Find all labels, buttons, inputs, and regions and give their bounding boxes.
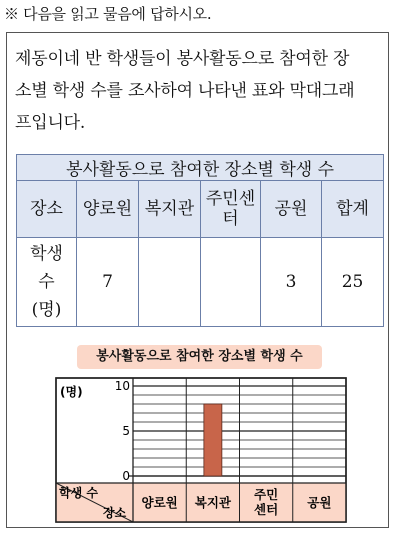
header-cell-welfare-center: 복지관 <box>139 181 201 238</box>
value-cell-nursing-home: 7 <box>77 238 139 327</box>
header-cell-total: 합계 <box>322 181 384 238</box>
category-label: 주민 <box>254 487 279 502</box>
corner-bottom-label: 장소 <box>103 506 127 520</box>
category-label: 양로원 <box>141 495 178 510</box>
value-cell-total: 25 <box>322 238 384 327</box>
chart-title: 봉사활동으로 참여한 장소별 학생 수 <box>77 345 322 369</box>
header-cell-nursing-home: 양로원 <box>77 181 139 238</box>
paragraph-line: 프입니다. <box>15 113 86 133</box>
row-label-line: (명) <box>31 300 62 320</box>
y-unit-label: (명) <box>60 385 83 399</box>
category-label: 센터 <box>254 502 279 517</box>
y-tick-label: 10 <box>114 379 130 393</box>
y-tick-label: 5 <box>122 424 130 438</box>
row-label-line: 수 <box>38 272 55 292</box>
category-label: 복지관 <box>194 495 231 510</box>
table-title: 봉사활동으로 참여한 장소별 학생 수 <box>17 155 384 181</box>
y-tick-label: 0 <box>122 469 130 483</box>
bars-layer <box>204 404 222 476</box>
paragraph-line: 소별 학생 수를 조사하여 나타낸 표와 막대그래 <box>15 81 355 101</box>
header-cell-place: 장소 <box>17 181 77 238</box>
header-cell-park: 공원 <box>261 181 322 238</box>
bar <box>204 404 222 476</box>
row-label-line: 학생 <box>30 244 63 264</box>
category-label: 공원 <box>307 495 332 510</box>
instruction-text: ※ 다음을 읽고 물음에 답하시오. <box>4 5 212 23</box>
paragraph-line: 제동이네 반 학생들이 봉사활동으로 참여한 장 <box>15 49 350 69</box>
header-cell-community-center: 주민센 터 <box>201 181 261 238</box>
corner-top-label: 학생 수 <box>59 486 98 500</box>
value-cell-park: 3 <box>261 238 322 327</box>
